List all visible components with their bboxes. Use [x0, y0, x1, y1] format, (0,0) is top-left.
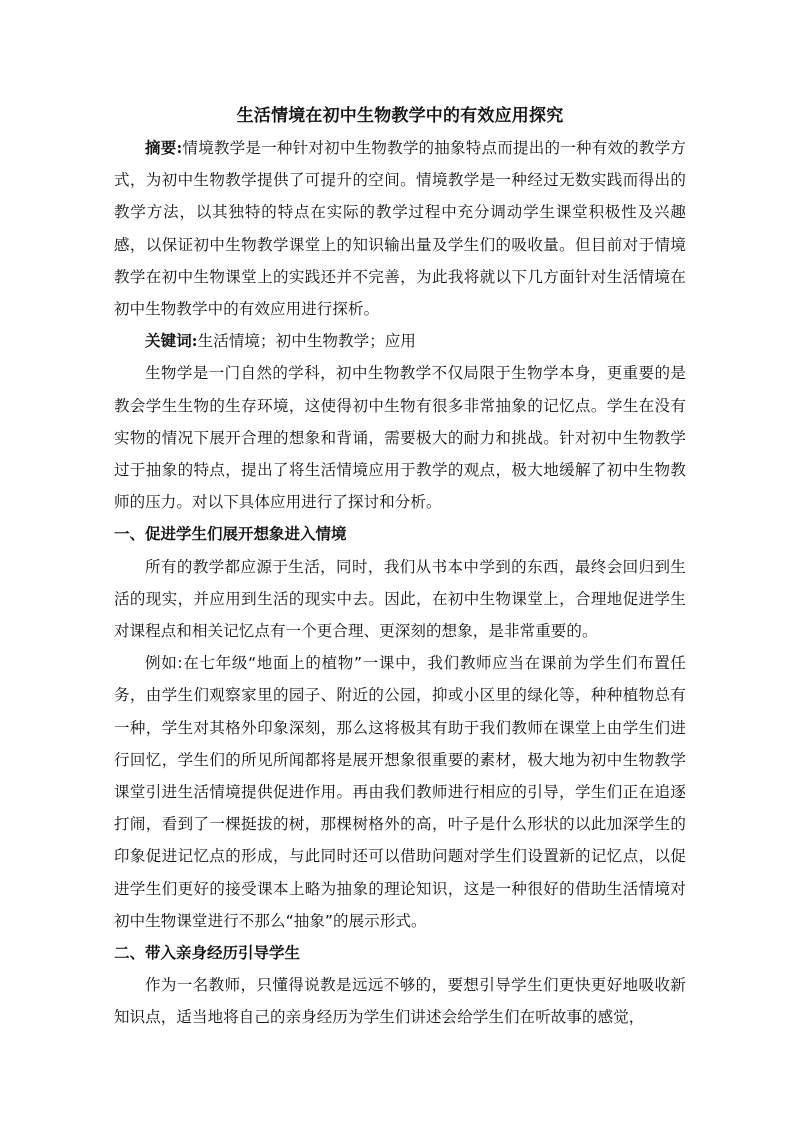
intro-paragraph: 生物学是一门自然的学科，初中生物教学不仅局限于生物学本身，更重要的是教会学生生物的生存环境，这使得初中生物有很多非常抽象的记忆点。学生在没有实物的情况下展开合理的想象和背诵，需要极大的耐力和挑战。针对初中生物教学过于抽象的特点，提出了将生活情境应用于教学的观点，极大地缓解了初中生物教师的压力。对以下具体应用进行了探讨和分析。 [114, 364, 686, 512]
abstract-label: 摘要: [145, 138, 183, 157]
abstract-text: 情境教学是一种针对初中生物教学的抽象特点而提出的一种有效的教学方式，为初中生物教学提供了可提升的空间。情境教学是一种经过无数实践而得出的教学方法，以其独特的特点在实际的教学过程中充分调动学生课堂积极性及兴趣感，以保证初中生物教学课堂上的知识输出量及学生们的吸收量。但目前对于情境教学在初中生物课堂上的实践还并不完善，为此我将就以下几方面针对生活情境在初中生物教学中的有效应用进行探析。 [114, 139, 686, 319]
keywords-paragraph [114, 325, 686, 357]
section1-paragraph-2: 例如:在七年级“地面上的植物”一课中，我们教师应当在课前为学生们布置任务，由学生们观察家里的园子、附近的公园，抑或小区里的绿化等，种种植物总有一种，学生对其格外印象深刻，那么这将极其有助于我们教师在课堂上由学生们进行回忆，学生们的所见所闻都将是展开想象很重要的素材，极大地为初中生物教学课堂引进生活情境提供促进作用。再由我们教师进行相应的引导，学生们正在追逐打闹，看到了一棵挺拔的树，那棵树格外的高，叶子是什么形状的以此加深学生的印象促进记忆点的形成，与此同时还可以借助问题对学生们设置新的记忆点，以促进学生们更好的接受课本上略为抽象的理论知识，这是一种很好的借助生活情境对初中生物课堂进行不那么“抽象”的展示形式。 [114, 654, 686, 930]
document-title: 生活情境在初中生物教学中的有效应用探究 [236, 106, 564, 126]
section2-heading: 二、带入亲身经历引导学生 [114, 943, 301, 963]
keywords-text: 生活情境；初中生物教学；应用 [197, 332, 417, 351]
section2-paragraph-1: 作为一名教师，只懂得说教是远远不够的，要想引导学生们更快更好地吸收新知识点，适当地将自己的亲身经历为学生们讲述会给学生们在听故事的感觉， [114, 976, 686, 1027]
section1-heading: 一、促进学生们展开想象进入情境 [114, 524, 347, 544]
abstract-paragraph [114, 132, 686, 325]
section1-paragraph-1: 所有的教学都应源于生活，同时，我们从书本中学到的东西，最终会回归到生活的现实，并应用到生活的现实中去。因此，在初中生物课堂上，合理地促进学生对课程点和相关记忆点有一个更合理、更深刻的想象，是非常重要的。 [114, 557, 686, 641]
document-body [114, 100, 686, 1034]
keywords-label: 关键词: [145, 331, 198, 351]
